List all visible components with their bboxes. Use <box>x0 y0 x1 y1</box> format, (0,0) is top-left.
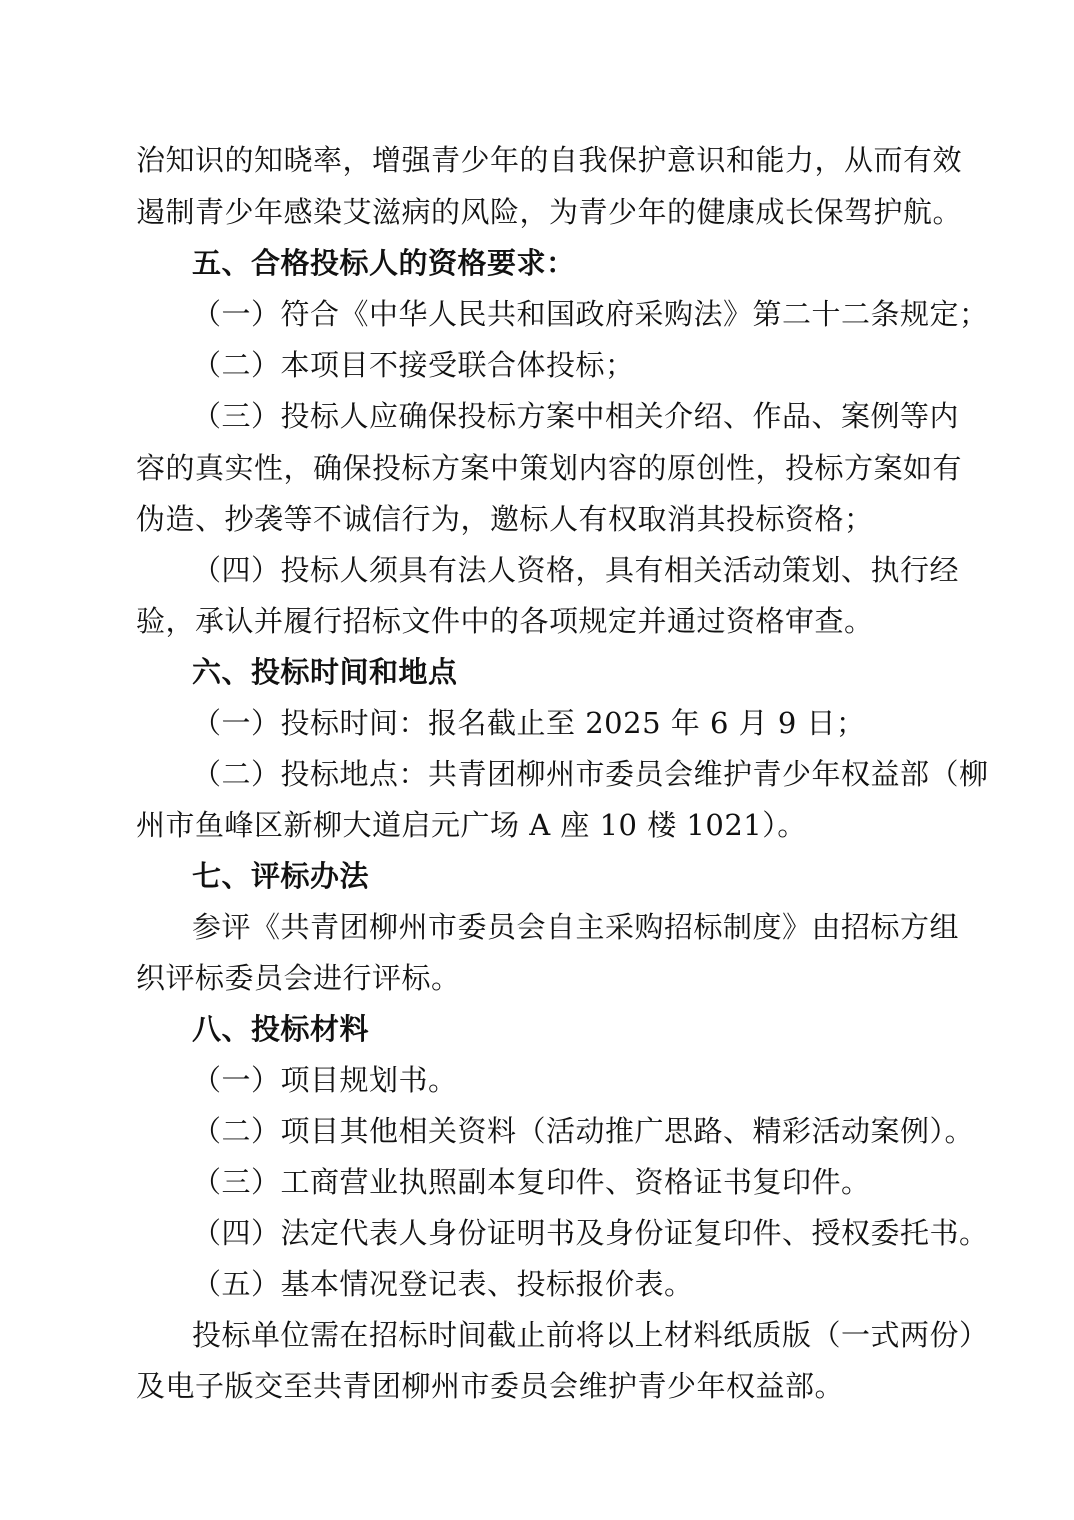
body-text-line: 治知识的知晓率，增强青少年的自我保护意识和能力，从而有效 <box>136 143 963 177</box>
list-item: （二）本项目不接受联合体投标； <box>192 348 635 382</box>
body-text-line: 参评《共青团柳州市委员会自主采购招标制度》由招标方组 <box>192 910 960 944</box>
list-item: （四）法定代表人身份证明书及身份证复印件、授权委托书。 <box>192 1216 989 1250</box>
list-item: （二）投标地点：共青团柳州市委员会维护青少年权益部（柳 <box>192 757 989 791</box>
list-item: （二）项目其他相关资料（活动推广思路、精彩活动案例）。 <box>192 1114 975 1148</box>
list-item: （四）投标人须具有法人资格，具有相关活动策划、执行经 <box>192 553 960 587</box>
section-heading-7: 七、评标办法 <box>192 859 370 893</box>
list-item: （一）符合《中华人民共和国政府采购法》第二十二条规定； <box>192 297 989 331</box>
body-text-line: 投标单位需在招标时间截止前将以上材料纸质版（一式两份） <box>192 1318 989 1352</box>
body-text-line: 容的真实性，确保投标方案中策划内容的原创性，投标方案如有 <box>136 451 963 485</box>
body-text-line: 验，承认并履行招标文件中的各项规定并通过资格审查。 <box>136 604 874 638</box>
section-heading-8: 八、投标材料 <box>192 1012 370 1046</box>
body-text-line: 州市鱼峰区新柳大道启元广场 A 座 10 楼 1021）。 <box>136 808 807 842</box>
list-item: （一）项目规划书。 <box>192 1063 458 1097</box>
list-item: （五）基本情况登记表、投标报价表。 <box>192 1267 694 1301</box>
body-text-line: 织评标委员会进行评标。 <box>136 961 461 995</box>
section-heading-5: 五、合格投标人的资格要求： <box>192 246 576 280</box>
list-item: （三）投标人应确保投标方案中相关介绍、作品、案例等内 <box>192 399 960 433</box>
body-text-line: 及电子版交至共青团柳州市委员会维护青少年权益部。 <box>136 1369 845 1403</box>
list-item: （一）投标时间：报名截止至 2025 年 6 月 9 日； <box>192 706 866 740</box>
list-item: （三）工商营业执照副本复印件、资格证书复印件。 <box>192 1165 871 1199</box>
body-text-line: 伪造、抄袭等不诚信行为，邀标人有权取消其投标资格； <box>136 502 874 536</box>
section-heading-6: 六、投标时间和地点 <box>192 655 458 689</box>
body-text-line: 遏制青少年感染艾滋病的风险，为青少年的健康成长保驾护航。 <box>136 195 963 229</box>
